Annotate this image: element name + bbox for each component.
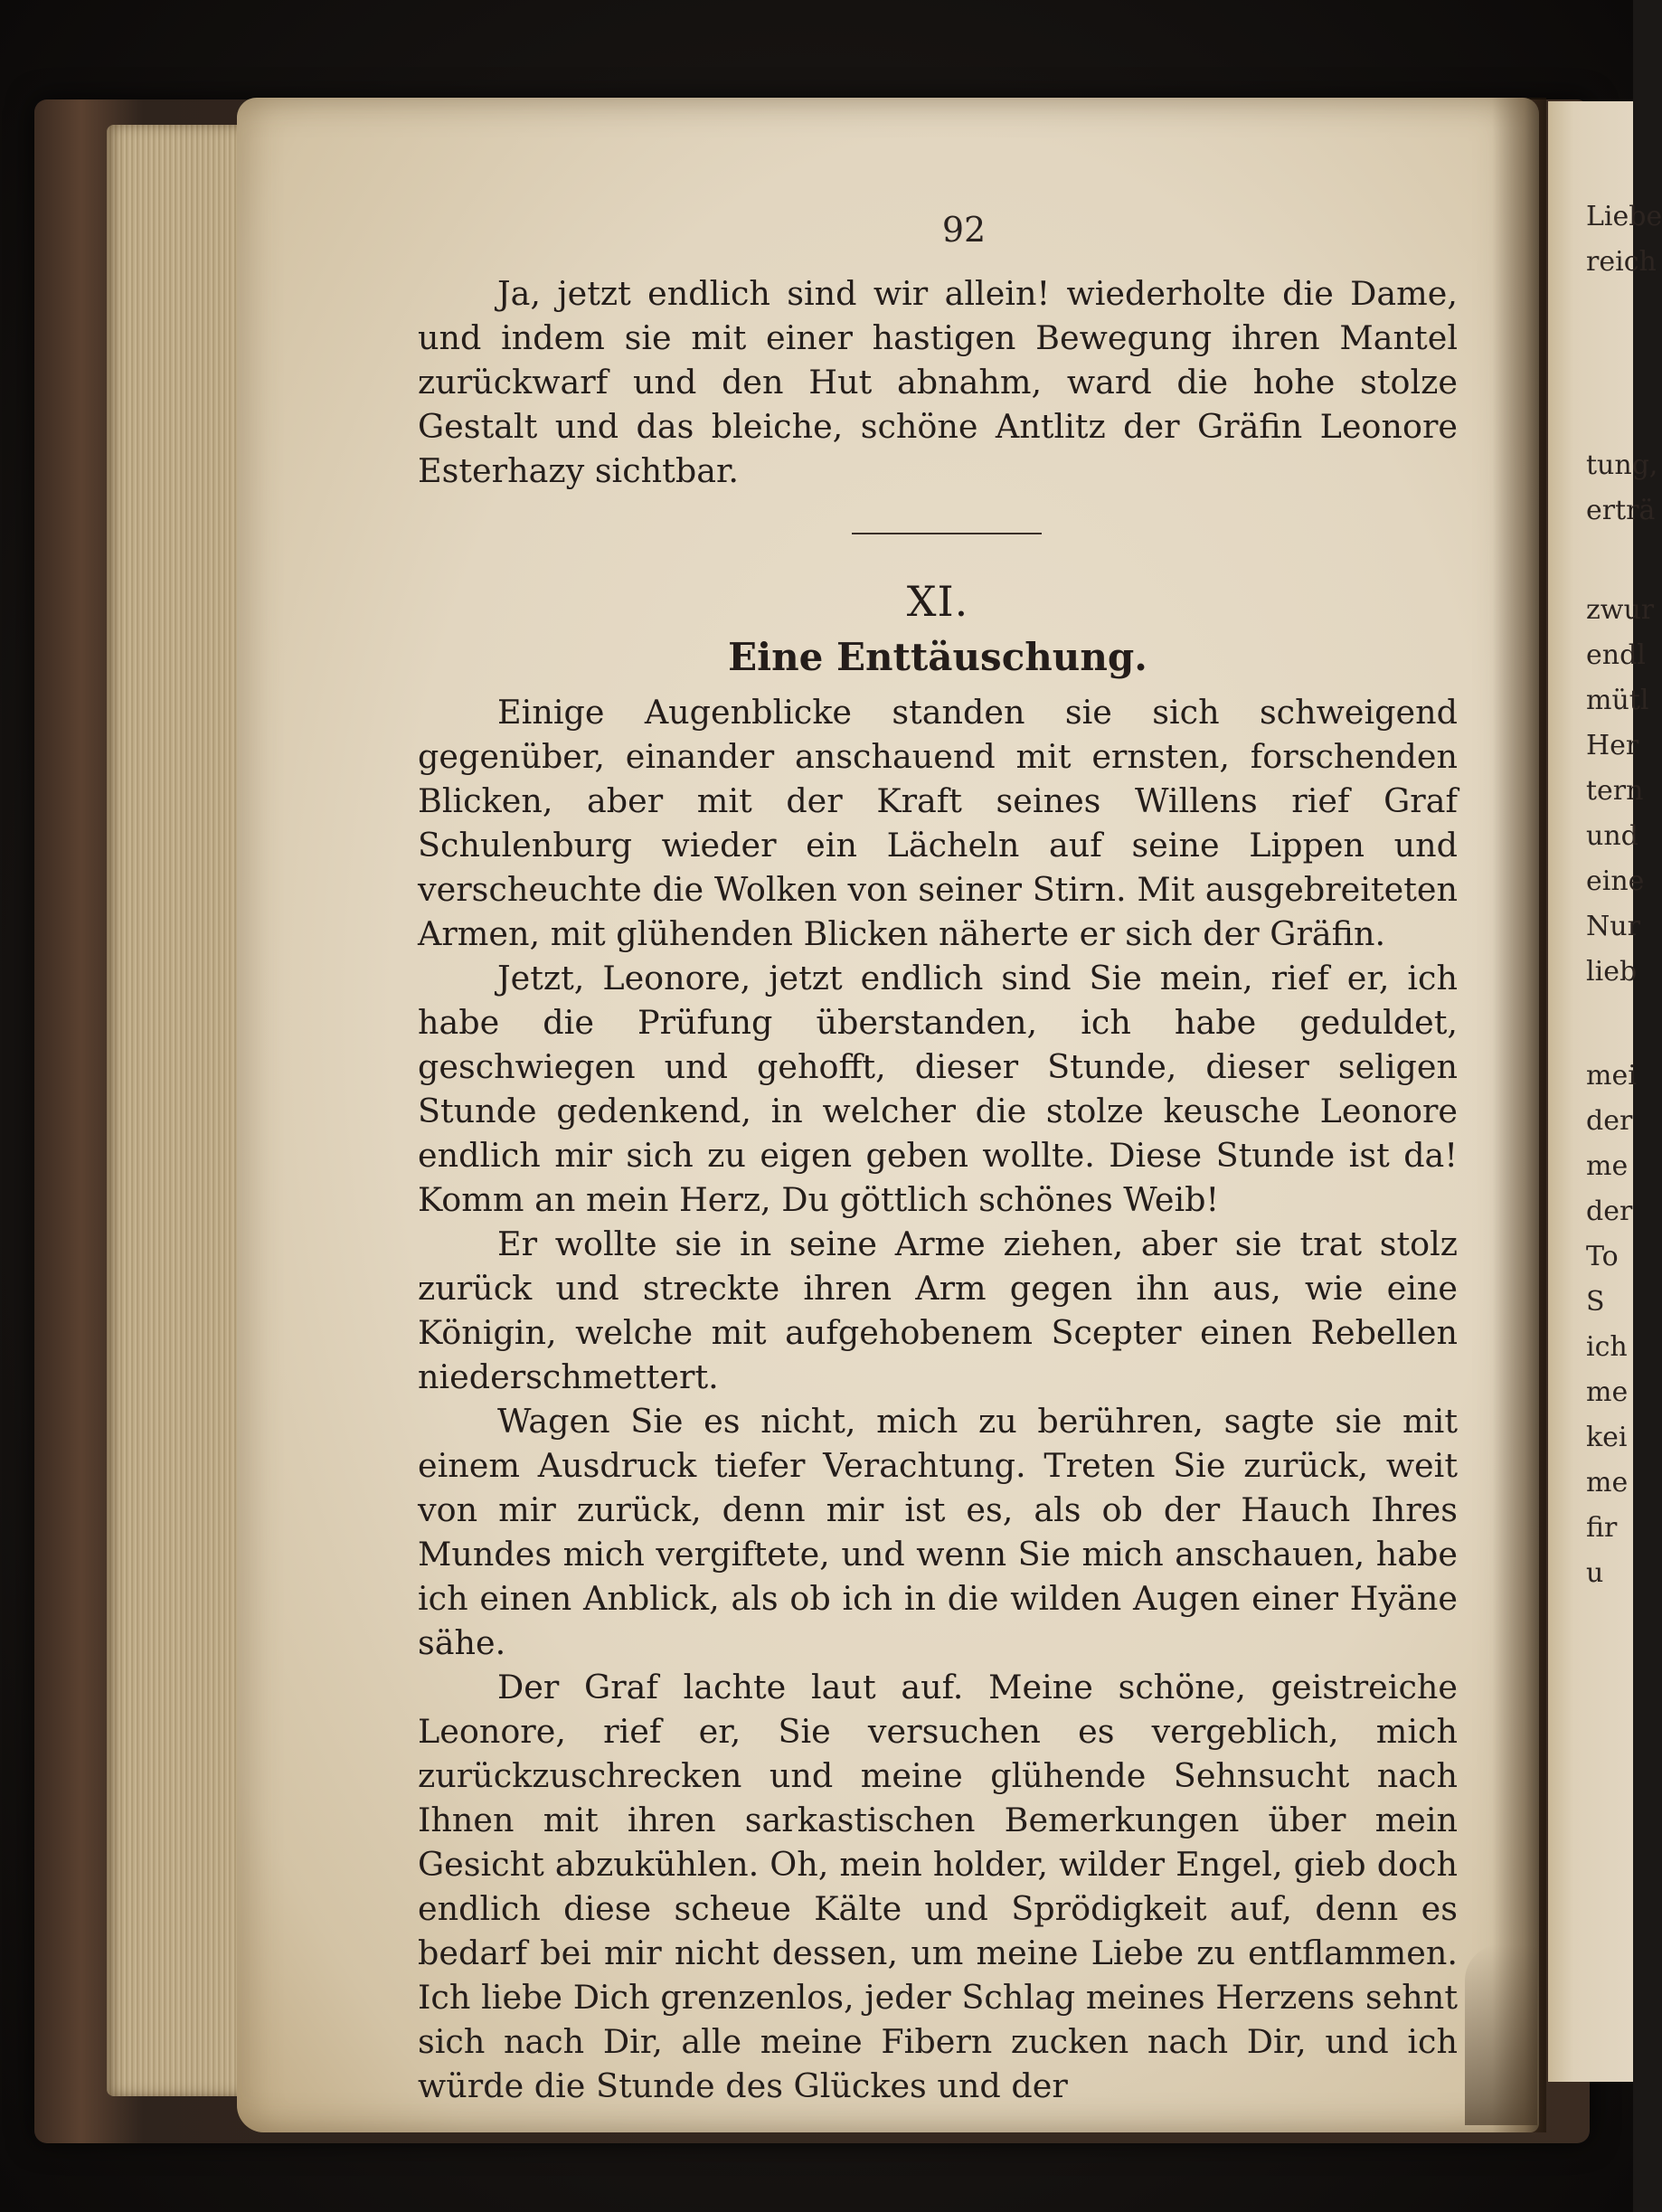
right-page-fragment: S [1586, 1286, 1605, 1318]
page-wear [1465, 1944, 1537, 2125]
right-page-fragment: Liebe [1586, 201, 1662, 232]
right-page-fragment: Nur [1586, 911, 1640, 942]
opening-paragraph: Ja, jetzt endlich sind wir allein! wiederholte die Dame, und indem sie mit einer hastigen Bewegung ihren Mantel zurückwarf und den Hut abnahm, ward die hohe stolze Gestalt und das bleiche, schöne Antlitz der Gräfin Leonore Esterhazy sichtbar. [418, 274, 1458, 490]
right-page-fragment: kei [1586, 1422, 1628, 1453]
right-page-fragment: me [1586, 1467, 1629, 1498]
right-page-fragment: mütl [1586, 685, 1649, 716]
right-page-fragment: lieb [1586, 956, 1638, 988]
chapter-number: XI. [906, 577, 969, 626]
right-page-fragment: ich [1586, 1331, 1628, 1363]
right-page-fragment: fir [1586, 1512, 1618, 1544]
right-page-fragment: eine [1586, 865, 1645, 897]
paragraph: Er wollte sie in seine Arme ziehen, aber sie trat stolz zurück und streckte ihren Arm gegen ihn aus, wie eine Königin, welche mit aufgehobenem Scepter einen Rebellen niederschmettert. [418, 1224, 1458, 1396]
paragraph: Jetzt, Leonore, jetzt endlich sind Sie mein, rief er, ich habe die Prüfung überstanden, ich habe geduldet, geschwiegen und gehofft, dieser Stunde, dieser seligen Stunde gedenkend, in welcher die stolze keusche Leonore endlich mir sich zu eigen geben wollte. Diese Stunde ist da! Komm an mein Herz, Du göttlich schönes Weib! [418, 959, 1458, 1219]
right-page-fragment: der [1586, 1196, 1633, 1227]
right-page-fragment: zwur [1586, 594, 1655, 626]
chapter-title: Eine Enttäuschung. [728, 635, 1147, 679]
right-page-fragment: und [1586, 820, 1638, 852]
right-page-fragment: mei [1586, 1060, 1637, 1092]
page-text [418, 271, 1458, 2108]
page-number: 92 [941, 210, 987, 250]
right-page-fragment: u [1586, 1557, 1604, 1589]
right-page-fragment: me [1586, 1150, 1629, 1182]
right-page-fragment: tung, [1586, 449, 1658, 481]
right-page-fragment: der [1586, 1105, 1633, 1137]
right-page-fragment: endl [1586, 639, 1646, 671]
right-page-fragment: reich [1586, 246, 1657, 278]
paragraph: Einige Augenblicke standen sie sich schweigend gegenüber, einander anschauend mit ernsten, forschenden Blicken, aber mit der Kraft seines Willens rief Graf Schulenburg wieder ein Lächeln auf seine Lippen und verscheuchte die Wolken von seiner Stirn. Mit ausgebreiteten Armen, mit glühenden Blicken näherte er sich der Gräfin. [418, 693, 1458, 953]
paragraph: Wagen Sie es nicht, mich zu berühren, sagte sie mit einem Ausdruck tiefer Verachtung. Treten Sie zurück, weit von mir zurück, denn mir ist es, als ob der Hauch Ihres Mundes mich vergiftete, und wenn Sie mich anschauen, habe ich einen Anblick, als ob ich in die wilden Augen einer Hyäne sähe. [418, 1402, 1458, 1662]
paragraph: Der Graf lachte laut auf. Meine schöne, geistreiche Leonore, rief er, Sie versuchen es vergeblich, mich zurückzuschrecken und meine glühende Sehnsucht nach Ihnen mit ihren sarkastischen Bemerkungen über mein Gesicht abzukühlen. Oh, mein holder, wilder Engel, gieb doch endlich diese scheue Kälte und Sprödigkeit auf, denn es bedarf bei mir nicht dessen, um meine Liebe zu entflammen. Ich liebe Dich grenzenlos, jeder Schlag meines Herzens sehnt sich nach Dir, alle meine Fibern zucken nach Dir, und ich würde die Stunde des Glückes und der [418, 1668, 1458, 2105]
section-divider [852, 533, 1042, 534]
right-page-fragment: me [1586, 1376, 1629, 1408]
right-page-fragment: erträ [1586, 495, 1656, 526]
right-page-sliver [1548, 101, 1662, 2082]
right-page-fragment: Her [1586, 730, 1639, 761]
right-page-fragment: To [1586, 1241, 1619, 1272]
right-page-fragment: tern [1586, 775, 1644, 807]
page-gutter [1492, 98, 1546, 2132]
